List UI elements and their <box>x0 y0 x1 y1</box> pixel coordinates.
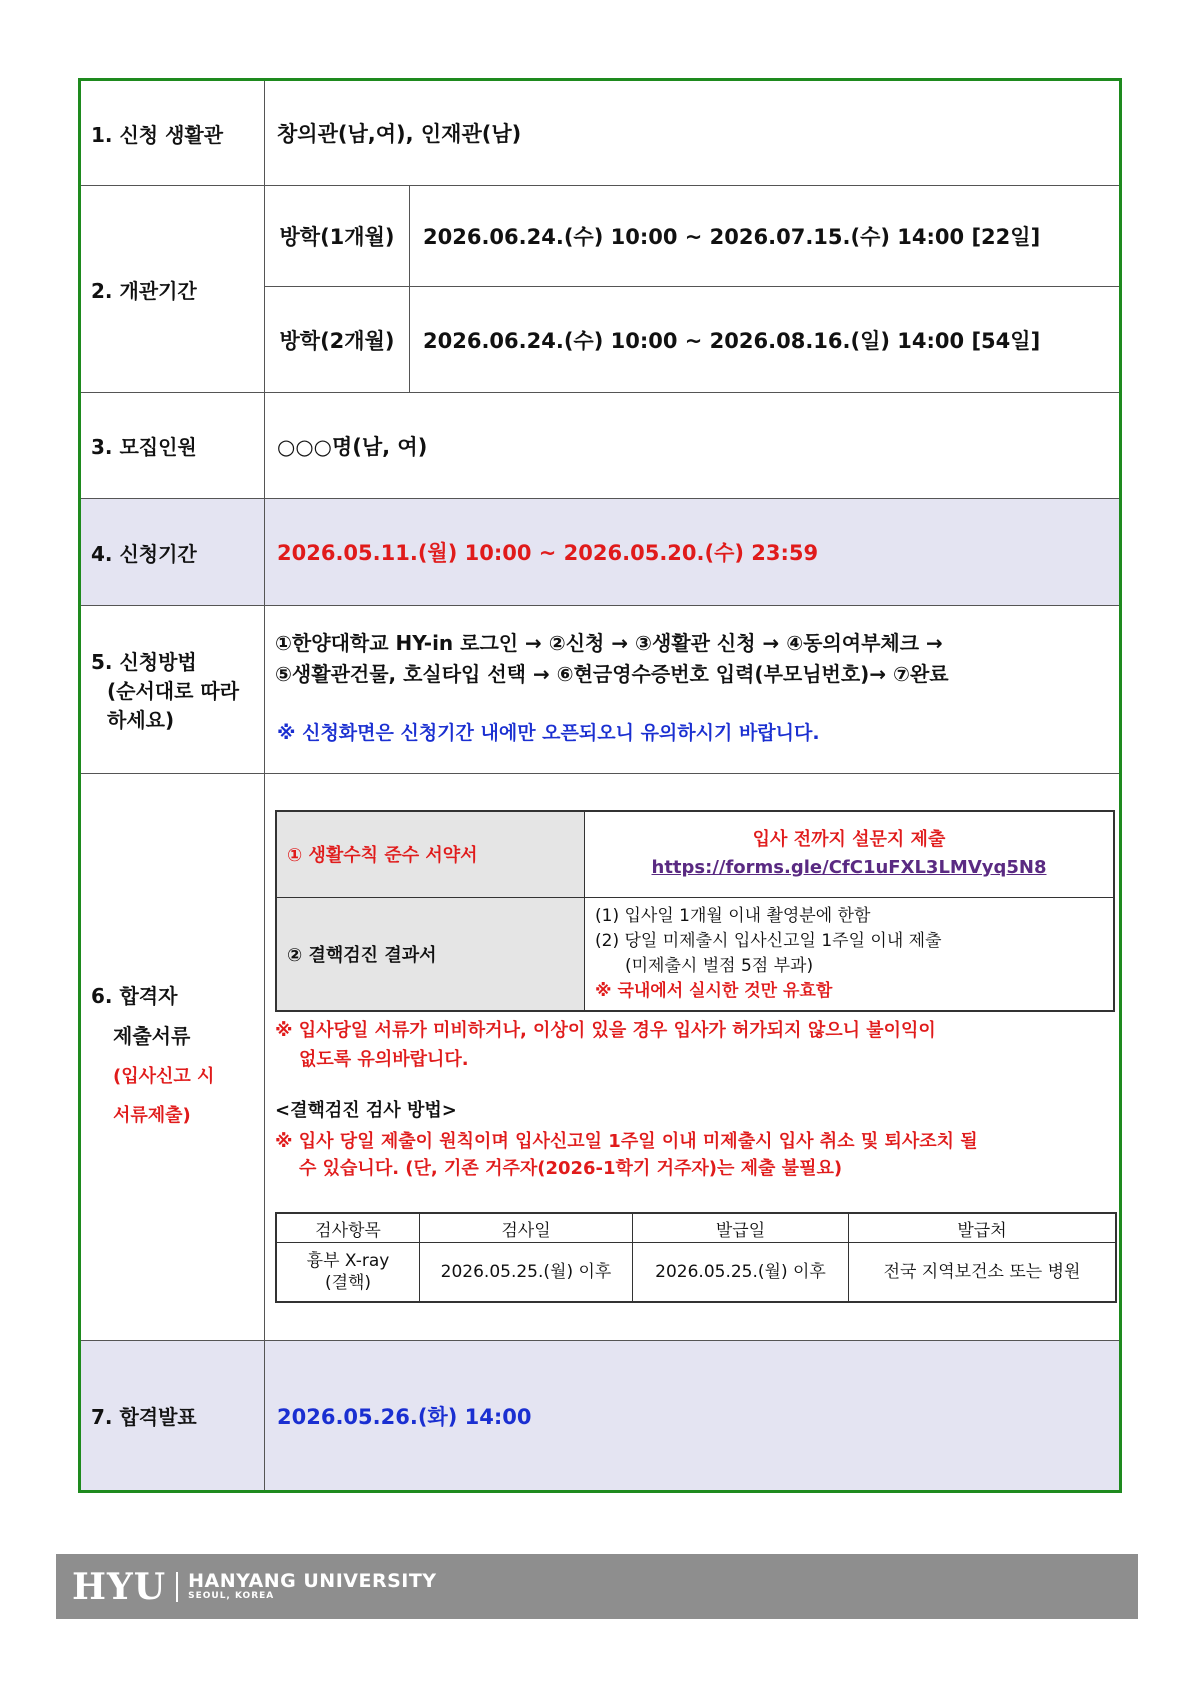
period-1month-name: 방학(1개월) <box>265 186 410 286</box>
xray-item <box>276 1243 420 1303</box>
label-application-period: 4. 신청기간 <box>81 499 265 605</box>
label-method-title: 5. 신청방법 <box>91 650 197 674</box>
row-dormitory <box>81 81 1119 186</box>
doc-tb-line-4: ※ 국내에서 실시한 것만 유효함 <box>595 980 833 1001</box>
xray-header-place: 발급처 <box>849 1213 1117 1243</box>
row-documents <box>81 774 1119 1341</box>
documents-warning <box>275 1016 1111 1074</box>
tb-warning-1: ※ 입사 당일 제출이 원칙이며 입사신고일 1주일 이내 미제출시 입사 취소 및 퇴사조치 될 <box>275 1131 978 1152</box>
documents-warning-1: ※ 입사당일 서류가 미비하거나, 이상이 있을 경우 입사가 허가되지 않으니 불이익이 <box>275 1020 936 1041</box>
xray-issue: 2026.05.25.(월) 이후 <box>633 1243 849 1303</box>
xray-header-item: 검사항목 <box>276 1213 420 1243</box>
doc-tb-line-1: (1) 입사일 1개월 이내 촬영분에 한함 <box>595 905 871 926</box>
period-2month <box>265 287 1119 392</box>
tb-warning <box>275 1128 1111 1182</box>
doc-tb-line-3: (미제출시 벌점 5점 부과) <box>625 955 814 976</box>
university-location: SEOUL, KOREA <box>188 1591 275 1601</box>
doc-tb-name: ② 결핵검진 결과서 <box>276 897 585 1011</box>
method-notice: ※ 신청화면은 신청기간 내에만 오픈되오니 유의하시기 바랍니다. <box>277 722 820 744</box>
xray-item-name: 흉부 X-ray <box>306 1251 390 1271</box>
label-recruitment: 3. 모집인원 <box>81 393 265 498</box>
value-dormitory: 창의관(남,여), 인재관(남) <box>277 122 522 146</box>
survey-link[interactable]: https://forms.gle/CfC1uFXL3LMVyq5N8 <box>651 857 1047 879</box>
label-documents-2: 제출서류 <box>113 1024 191 1048</box>
label-documents-sub-2: 서류제출) <box>113 1105 191 1126</box>
row-announcement <box>81 1341 1119 1490</box>
footer-banner <box>56 1554 1138 1619</box>
xray-header-date: 검사일 <box>420 1213 633 1243</box>
label-application-method <box>81 606 265 773</box>
documents-warning-2: 없도록 유의바랍니다. <box>299 1049 469 1070</box>
period-1month <box>265 186 1119 287</box>
doc-pledge-instruction: 입사 전까지 설문지 제출 <box>752 829 946 851</box>
row-recruitment <box>81 393 1119 499</box>
xray-header-issue: 발급일 <box>633 1213 849 1243</box>
label-documents-1: 6. 합격자 <box>91 984 178 1008</box>
period-1month-value: 2026.06.24.(수) 10:00 ~ 2026.07.15.(수) 14:00 [22일] <box>423 225 1041 249</box>
doc-tb-detail <box>585 897 1115 1011</box>
tb-warning-2: 수 있습니다. (단, 기존 거주자(2026-1학기 거주자)는 제출 불필요) <box>299 1158 843 1179</box>
doc-pledge-name: ① 생활수칙 준수 서약서 <box>276 811 585 897</box>
row-operation-period <box>81 186 1119 393</box>
doc-row-tb <box>276 897 1114 1011</box>
label-documents <box>81 774 265 1340</box>
row-application-method <box>81 606 1119 774</box>
tb-method-title: <결핵검진 검사 방법> <box>275 1100 457 1121</box>
xray-place: 전국 지역보건소 또는 병원 <box>849 1243 1117 1303</box>
label-documents-sub-1: (입사신고 시 <box>113 1066 215 1087</box>
xray-data-row <box>276 1243 1116 1303</box>
doc-row-pledge <box>276 811 1114 897</box>
logo-divider <box>176 1572 178 1602</box>
value-application-period: 2026.05.11.(월) 10:00 ~ 2026.05.20.(수) 23:59 <box>277 541 819 565</box>
info-table <box>78 78 1122 1493</box>
label-operation-period: 2. 개관기간 <box>81 186 265 392</box>
university-name-block <box>188 1571 436 1602</box>
xray-header-row <box>276 1213 1116 1243</box>
period-2month-name: 방학(2개월) <box>265 287 410 392</box>
hyu-logo: HYU <box>72 1565 167 1608</box>
doc-tb-line-2: (2) 당일 미제출시 입사신고일 1주일 이내 제출 <box>595 930 942 951</box>
method-steps <box>275 628 1109 690</box>
documents-table <box>275 810 1115 1012</box>
value-announcement: 2026.05.26.(화) 14:00 <box>277 1404 532 1429</box>
label-method-sub: (순서대로 따라 하세요) <box>107 679 240 732</box>
label-dormitory: 1. 신청 생활관 <box>81 81 265 185</box>
method-line-1: ①한양대학교 HY-in 로그인 → ②신청 → ③생활관 신청 → ④동의여부체크 → <box>275 631 943 655</box>
row-application-period <box>81 499 1119 606</box>
value-recruitment: ○○○명(남, 여) <box>277 434 428 459</box>
label-announcement: 7. 합격발표 <box>81 1341 265 1490</box>
university-name: HANYANG UNIVERSITY <box>188 1570 437 1592</box>
doc-pledge-detail <box>585 811 1115 897</box>
xray-table <box>275 1212 1117 1303</box>
xray-date: 2026.05.25.(월) 이후 <box>420 1243 633 1303</box>
period-2month-value: 2026.06.24.(수) 10:00 ~ 2026.08.16.(일) 14:00 [54일] <box>423 328 1041 353</box>
xray-item-sub: (결핵) <box>324 1273 372 1293</box>
method-line-2: ⑤생활관건물, 호실타입 선택 → ⑥현금영수증번호 입력(부모님번호)→ ⑦완료 <box>275 662 949 686</box>
